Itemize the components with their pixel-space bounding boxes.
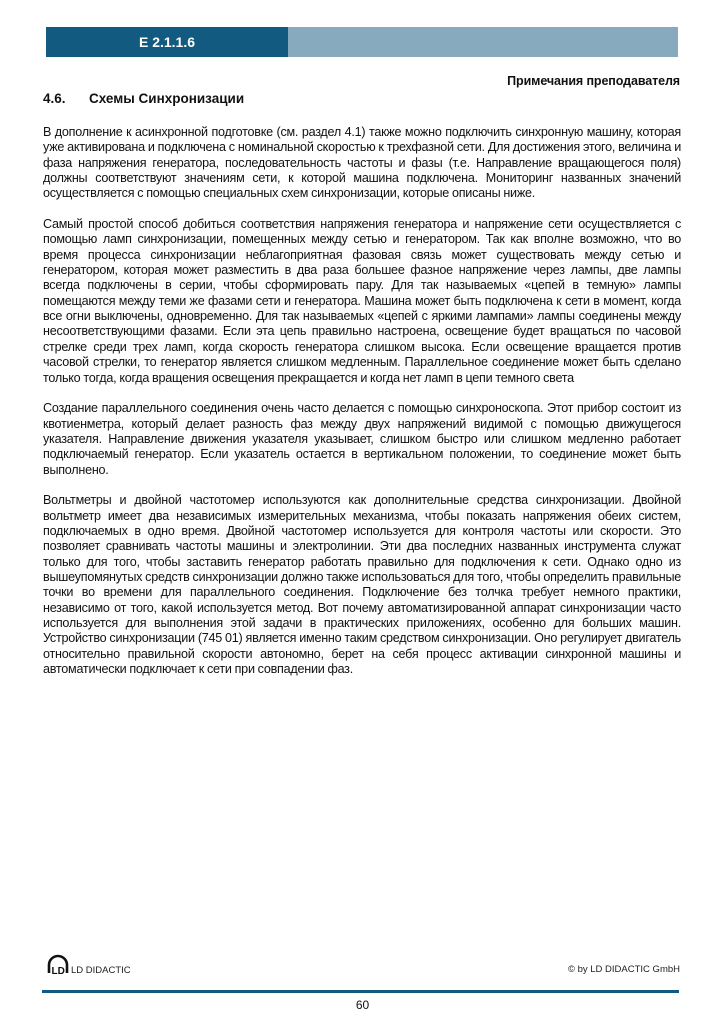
paragraph-4: Вольтметры и двойной частотомер используются как дополнительные средства синхронизации. Двойной вольтметр имеет два независимых измерительных механизма, чтобы показать напряжения обеих систем, подключаемых в одно время. Двойной частотомер используется для контроля частоты или скорости. Это позволяет сравнивать частоты машины и электролинии. Эти два последних названных инструмента служат только для того, чтобы заставить генератор работать правильно для подключения к сети. Однако одно из вышеупомянутых средств синхронизации должно также использоваться для того, чтобы определить правильные точки во времени для параллельного соединения. Подключение без толчка требует немного практики, независимо от того, какой используется метод. Вот почему автоматизированной аппарат синхронизации часто используется для выполнения этой задачи в практических приложениях, особенно для больших машин. Устройство синхронизации (745 01) является именно таким средством синхронизации. Оно регулирует двигатель относительно правильной скорости автономно, берет на себя процесс активации синхронной машины и автоматически подключает к сети при совпадении фаз. xyxy=(43,493,681,677)
section-heading xyxy=(43,91,244,106)
ld-didactic-logo xyxy=(46,953,131,977)
logo-text: LD DIDACTIC xyxy=(71,965,131,976)
svg-text:LD: LD xyxy=(51,966,65,977)
paragraph-3: Создание параллельного соединения очень часто делается с помощью синхроноскопа. Этот прибор состоит из квотиенметра, который делает разность фаз между двух напряжений видимой с помощью движущегося указателя. Направление движения указателя указывает, слишком быстро или слишком медленно работает подключаемый генератор. Если указатель остается в вертикальном положении, то соединение может быть выполнено. xyxy=(43,401,681,477)
teacher-notes-label: Примечания преподавателя xyxy=(507,74,680,88)
paragraph-1: В дополнение к асинхронной подготовке (см. раздел 4.1) также можно подключить синхронную машину, которая уже активирована и подключена с номинальной скоростью к трехфазной сети. Для достижения этого, величина и фаза напряжения генератора, последовательность частоты и фазы (т.е. Направление вращающегося поля) должны соответствуют значениям сети, к которой машина подключена. Мониторинг названных значений осуществляется с помощью специальных схем синхронизации, которые описаны ниже. xyxy=(43,125,681,201)
header-code-bar xyxy=(46,27,288,57)
header-light-bar xyxy=(288,27,678,57)
document-code: E 2.1.1.6 xyxy=(138,34,196,50)
copyright-text: © by LD DIDACTIC GmbH xyxy=(567,964,680,975)
body-text xyxy=(43,125,681,693)
section-title: Схемы Синхронизации xyxy=(89,91,245,106)
page-number: 60 xyxy=(355,998,370,1012)
section-number: 4.6. xyxy=(43,91,66,106)
paragraph-2: Самый простой способ добиться соответствия напряжения генератора и напряжение сети осуществляется с помощью ламп синхронизации, помещенных между сетью и генератором. Так как вполне возможно, что во время процесса синхронизации неблагоприятная фазовая связь может существовать между сетью и генератором, которая может разместить в два раза большее фазное напряжение через лампы, две лампы всегда подключены в серии, чтобы сформировать пару. Для так называемых «цепей в темную» лампы помещаются между теми же фазами сети и генератора. Машина может быть подключена к сети в момент, когда все огни выключены, одновременно. Для так называемых «цепей с яркими лампами» лампы соединены между несоответствующими фазами. Если эта цепь правильно настроена, освещение будет вращаться по часовой стрелке среди трех ламп, когда скорость генератора слишком высока. Если освещение вращается против часовой стрелки, то генератор является слишком медленным. Параллельное соединение может быть сделано только тогда, когда вращения освещения прекращается и когда нет ламп в цепи темного света xyxy=(43,217,681,385)
ld-didactic-logo-icon xyxy=(46,953,70,977)
footer-divider xyxy=(42,990,679,993)
